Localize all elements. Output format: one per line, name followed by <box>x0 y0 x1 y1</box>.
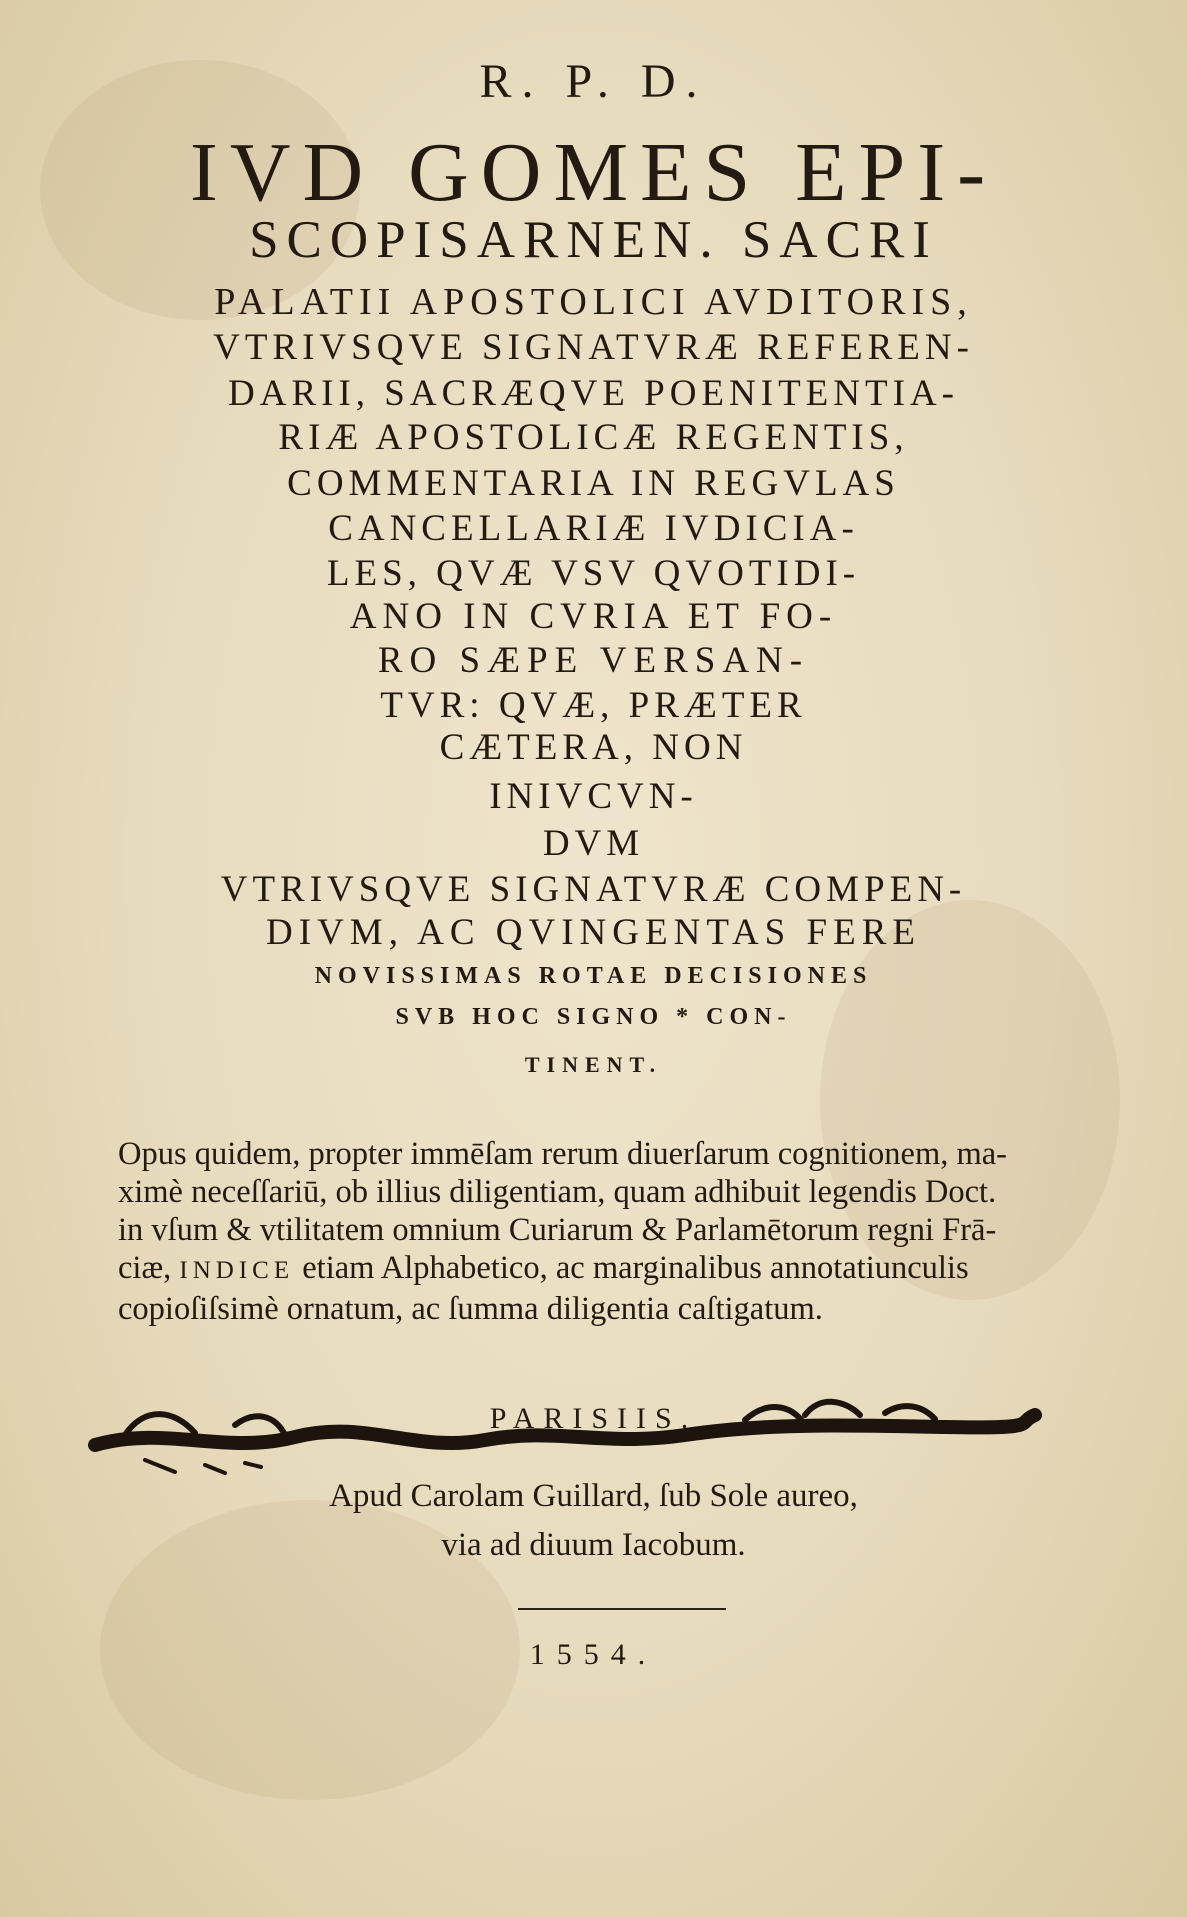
description-line: ximè neceſſariū, ob illius diligentiam, quam adhibuit legendis Doct. <box>118 1174 997 1210</box>
title-line: CÆTERA, NON <box>439 727 748 768</box>
title-line: LES, QVÆ VSV QVOTIDI- <box>326 553 861 594</box>
description-paragraph <box>118 1135 1148 1328</box>
title-line: TINENT. <box>524 1052 663 1077</box>
description-line: copioſiſsimè ornatum, ac ſumma diligentia caſtigatum. <box>118 1291 823 1327</box>
title-line: DIVM, AC QVINGENTAS FERE <box>266 912 921 953</box>
title-line: DVM <box>542 823 645 864</box>
title-line: VTRIVSQVE SIGNATVRÆ REFEREN- <box>213 327 974 368</box>
title-line: RIÆ APOSTOLICÆ REGENTIS, <box>278 417 909 458</box>
description-line-rest: etiam Alphabetico, ac marginalibus annotatiunculis <box>294 1250 969 1286</box>
title-line: PALATII APOSTOLICI AVDITORIS, <box>214 281 973 323</box>
description-line <box>118 1249 1148 1290</box>
index-word: INDICE <box>179 1257 295 1284</box>
title-line: RO SÆPE VERSAN- <box>377 640 810 681</box>
title-line: SCOPISARNEN. SACRI <box>249 211 938 269</box>
title-line: INIVCVN- <box>489 776 698 817</box>
imprint-year: 1554. <box>529 1638 658 1671</box>
title-line: ANO IN CVRIA ET FO- <box>349 596 838 637</box>
imprint-publisher: Apud Carolam Guillard, ſub Sole aureo, <box>329 1478 858 1514</box>
imprint-rule <box>518 1608 726 1610</box>
description-line: Opus quidem, propter immēſam rerum diuerſarum cognitionem, ma- <box>118 1136 1008 1172</box>
title-line: DARII, SACRÆQVE POENITENTIA- <box>228 373 959 414</box>
description-line-start: ciæ, <box>118 1250 180 1286</box>
title-line: SVB HOC SIGNO * CON- <box>395 1004 792 1030</box>
description-line: in vſum & vtilitatem omnium Curiarum & Parlamētorum regni Frā- <box>118 1212 997 1248</box>
imprint-address: via ad diuum Iacobum. <box>441 1527 746 1563</box>
title-line: CANCELLARIÆ IVDICIA- <box>328 508 859 549</box>
title-line: VTRIVSQVE SIGNATVRÆ COMPEN- <box>220 869 967 910</box>
imprint-place: PARISIIS. <box>489 1402 698 1435</box>
title-line: TVR: QVÆ, PRÆTER <box>380 685 807 726</box>
title-line: NOVISSIMAS ROTAE DECISIONES <box>314 963 873 989</box>
title-line: COMMENTARIA IN REGVLAS <box>287 463 900 504</box>
title-line: IVD GOMES EPI- <box>189 126 998 219</box>
title-line: R. P. D. <box>479 55 708 108</box>
